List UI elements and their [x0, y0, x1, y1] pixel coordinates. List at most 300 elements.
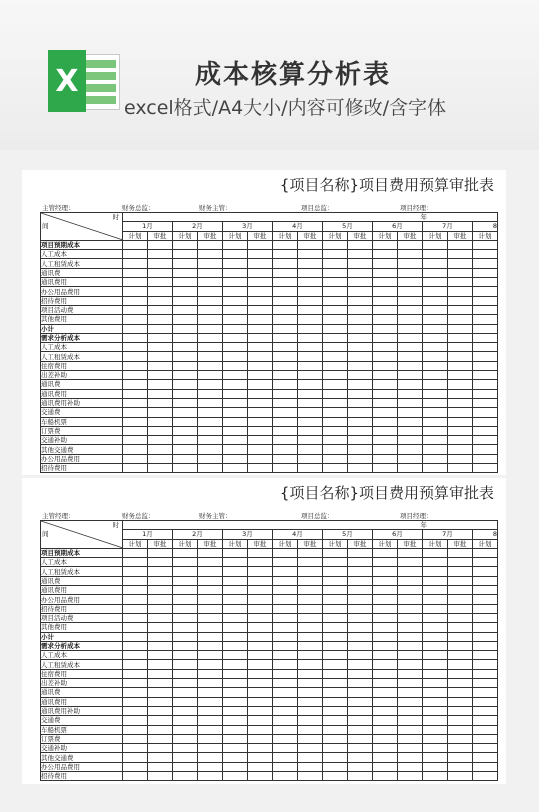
- table-cell[interactable]: [148, 352, 173, 361]
- table-cell[interactable]: [223, 343, 248, 352]
- table-cell[interactable]: [423, 586, 448, 595]
- table-cell[interactable]: [173, 417, 198, 426]
- table-cell[interactable]: [273, 333, 298, 342]
- table-cell[interactable]: [173, 660, 198, 669]
- table-cell[interactable]: [123, 558, 148, 567]
- table-cell[interactable]: [473, 464, 498, 473]
- table-cell[interactable]: [123, 417, 148, 426]
- table-cell[interactable]: [273, 753, 298, 762]
- table-cell[interactable]: [298, 706, 323, 715]
- table-cell[interactable]: [223, 361, 248, 370]
- table-cell[interactable]: [348, 623, 373, 632]
- table-cell[interactable]: [198, 445, 223, 454]
- table-cell[interactable]: [198, 576, 223, 585]
- table-cell[interactable]: [198, 333, 223, 342]
- table-cell[interactable]: [373, 371, 398, 380]
- table-cell[interactable]: [448, 389, 473, 398]
- table-cell[interactable]: [248, 567, 273, 576]
- table-cell[interactable]: [248, 660, 273, 669]
- table-cell[interactable]: [423, 641, 448, 650]
- table-cell[interactable]: [423, 333, 448, 342]
- table-cell[interactable]: [123, 576, 148, 585]
- table-cell[interactable]: [448, 398, 473, 407]
- table-cell[interactable]: [273, 454, 298, 463]
- table-cell[interactable]: [123, 315, 148, 324]
- table-cell[interactable]: [298, 753, 323, 762]
- table-cell[interactable]: [448, 408, 473, 417]
- table-cell[interactable]: [173, 706, 198, 715]
- table-cell[interactable]: [298, 651, 323, 660]
- table-cell[interactable]: [148, 333, 173, 342]
- table-cell[interactable]: [148, 445, 173, 454]
- table-cell[interactable]: [273, 278, 298, 287]
- table-cell[interactable]: [248, 604, 273, 613]
- table-cell[interactable]: [298, 371, 323, 380]
- table-cell[interactable]: [473, 762, 498, 771]
- table-cell[interactable]: [348, 305, 373, 314]
- table-cell[interactable]: [473, 688, 498, 697]
- table-cell[interactable]: [448, 371, 473, 380]
- table-cell[interactable]: [248, 371, 273, 380]
- table-cell[interactable]: [298, 641, 323, 650]
- table-cell[interactable]: [373, 240, 398, 249]
- table-cell[interactable]: [298, 315, 323, 324]
- table-cell[interactable]: [298, 586, 323, 595]
- table-cell[interactable]: [173, 315, 198, 324]
- table-cell[interactable]: [223, 296, 248, 305]
- table-cell[interactable]: [423, 762, 448, 771]
- table-cell[interactable]: [223, 259, 248, 268]
- table-cell[interactable]: [323, 772, 348, 781]
- table-cell[interactable]: [423, 716, 448, 725]
- table-cell[interactable]: [323, 576, 348, 585]
- table-cell[interactable]: [473, 240, 498, 249]
- table-cell[interactable]: [348, 716, 373, 725]
- table-cell[interactable]: [298, 558, 323, 567]
- table-cell[interactable]: [298, 305, 323, 314]
- table-cell[interactable]: [123, 706, 148, 715]
- table-cell[interactable]: [273, 641, 298, 650]
- table-cell[interactable]: [248, 454, 273, 463]
- table-cell[interactable]: [173, 623, 198, 632]
- table-cell[interactable]: [223, 576, 248, 585]
- table-cell[interactable]: [173, 445, 198, 454]
- table-cell[interactable]: [323, 333, 348, 342]
- table-cell[interactable]: [148, 464, 173, 473]
- table-cell[interactable]: [123, 753, 148, 762]
- table-cell[interactable]: [348, 445, 373, 454]
- table-cell[interactable]: [448, 697, 473, 706]
- table-cell[interactable]: [348, 287, 373, 296]
- table-cell[interactable]: [373, 417, 398, 426]
- table-cell[interactable]: [348, 688, 373, 697]
- table-cell[interactable]: [298, 380, 323, 389]
- table-cell[interactable]: [398, 250, 423, 259]
- table-cell[interactable]: [373, 613, 398, 622]
- table-cell[interactable]: [198, 436, 223, 445]
- table-cell[interactable]: [473, 632, 498, 641]
- table-cell[interactable]: [448, 417, 473, 426]
- table-cell[interactable]: [323, 305, 348, 314]
- table-cell[interactable]: [323, 706, 348, 715]
- table-cell[interactable]: [148, 324, 173, 333]
- table-cell[interactable]: [248, 361, 273, 370]
- table-cell[interactable]: [423, 753, 448, 762]
- table-cell[interactable]: [248, 278, 273, 287]
- table-cell[interactable]: [248, 744, 273, 753]
- table-cell[interactable]: [248, 445, 273, 454]
- table-cell[interactable]: [223, 548, 248, 557]
- table-cell[interactable]: [248, 398, 273, 407]
- table-cell[interactable]: [248, 250, 273, 259]
- table-cell[interactable]: [348, 772, 373, 781]
- table-cell[interactable]: [173, 343, 198, 352]
- table-cell[interactable]: [173, 287, 198, 296]
- table-cell[interactable]: [273, 604, 298, 613]
- table-cell[interactable]: [373, 697, 398, 706]
- table-cell[interactable]: [323, 417, 348, 426]
- table-cell[interactable]: [298, 324, 323, 333]
- table-cell[interactable]: [273, 352, 298, 361]
- table-cell[interactable]: [473, 576, 498, 585]
- table-cell[interactable]: [473, 604, 498, 613]
- table-cell[interactable]: [423, 305, 448, 314]
- table-cell[interactable]: [398, 278, 423, 287]
- table-cell[interactable]: [148, 250, 173, 259]
- table-cell[interactable]: [298, 398, 323, 407]
- table-cell[interactable]: [373, 268, 398, 277]
- table-cell[interactable]: [198, 417, 223, 426]
- table-cell[interactable]: [123, 296, 148, 305]
- table-cell[interactable]: [223, 632, 248, 641]
- table-cell[interactable]: [348, 380, 373, 389]
- table-cell[interactable]: [348, 548, 373, 557]
- table-cell[interactable]: [273, 343, 298, 352]
- table-cell[interactable]: [123, 669, 148, 678]
- table-cell[interactable]: [348, 389, 373, 398]
- table-cell[interactable]: [373, 408, 398, 417]
- table-cell[interactable]: [423, 361, 448, 370]
- table-cell[interactable]: [398, 548, 423, 557]
- table-cell[interactable]: [423, 315, 448, 324]
- table-cell[interactable]: [298, 296, 323, 305]
- table-cell[interactable]: [173, 305, 198, 314]
- table-cell[interactable]: [373, 772, 398, 781]
- table-cell[interactable]: [398, 361, 423, 370]
- table-cell[interactable]: [198, 558, 223, 567]
- table-cell[interactable]: [148, 604, 173, 613]
- table-cell[interactable]: [123, 660, 148, 669]
- table-cell[interactable]: [123, 361, 148, 370]
- table-cell[interactable]: [423, 436, 448, 445]
- table-cell[interactable]: [123, 371, 148, 380]
- table-cell[interactable]: [148, 744, 173, 753]
- table-cell[interactable]: [423, 380, 448, 389]
- table-cell[interactable]: [248, 613, 273, 622]
- table-cell[interactable]: [223, 333, 248, 342]
- table-cell[interactable]: [373, 464, 398, 473]
- table-cell[interactable]: [173, 734, 198, 743]
- table-cell[interactable]: [323, 371, 348, 380]
- table-cell[interactable]: [473, 408, 498, 417]
- table-cell[interactable]: [423, 558, 448, 567]
- table-cell[interactable]: [173, 371, 198, 380]
- table-cell[interactable]: [348, 595, 373, 604]
- table-cell[interactable]: [148, 576, 173, 585]
- table-cell[interactable]: [198, 548, 223, 557]
- table-cell[interactable]: [473, 324, 498, 333]
- table-cell[interactable]: [448, 688, 473, 697]
- table-cell[interactable]: [348, 632, 373, 641]
- table-cell[interactable]: [423, 389, 448, 398]
- table-cell[interactable]: [148, 305, 173, 314]
- table-cell[interactable]: [473, 296, 498, 305]
- table-cell[interactable]: [273, 398, 298, 407]
- table-cell[interactable]: [223, 278, 248, 287]
- table-cell[interactable]: [323, 632, 348, 641]
- table-cell[interactable]: [423, 548, 448, 557]
- table-cell[interactable]: [123, 548, 148, 557]
- table-cell[interactable]: [423, 595, 448, 604]
- table-cell[interactable]: [323, 315, 348, 324]
- table-cell[interactable]: [448, 744, 473, 753]
- table-cell[interactable]: [298, 669, 323, 678]
- table-cell[interactable]: [348, 558, 373, 567]
- table-cell[interactable]: [123, 352, 148, 361]
- table-cell[interactable]: [423, 567, 448, 576]
- table-cell[interactable]: [123, 464, 148, 473]
- table-cell[interactable]: [148, 398, 173, 407]
- table-cell[interactable]: [148, 688, 173, 697]
- table-cell[interactable]: [373, 287, 398, 296]
- table-cell[interactable]: [298, 744, 323, 753]
- table-cell[interactable]: [198, 613, 223, 622]
- table-cell[interactable]: [248, 240, 273, 249]
- table-cell[interactable]: [248, 753, 273, 762]
- table-cell[interactable]: [223, 595, 248, 604]
- table-cell[interactable]: [423, 697, 448, 706]
- table-cell[interactable]: [173, 398, 198, 407]
- table-cell[interactable]: [273, 595, 298, 604]
- table-cell[interactable]: [448, 445, 473, 454]
- table-cell[interactable]: [298, 436, 323, 445]
- table-cell[interactable]: [398, 343, 423, 352]
- table-cell[interactable]: [373, 706, 398, 715]
- table-cell[interactable]: [373, 576, 398, 585]
- table-cell[interactable]: [173, 744, 198, 753]
- table-cell[interactable]: [173, 697, 198, 706]
- table-cell[interactable]: [398, 324, 423, 333]
- table-cell[interactable]: [298, 604, 323, 613]
- table-cell[interactable]: [323, 651, 348, 660]
- table-cell[interactable]: [473, 417, 498, 426]
- table-cell[interactable]: [248, 548, 273, 557]
- table-cell[interactable]: [348, 324, 373, 333]
- table-cell[interactable]: [373, 558, 398, 567]
- table-cell[interactable]: [298, 250, 323, 259]
- table-cell[interactable]: [298, 445, 323, 454]
- table-cell[interactable]: [173, 426, 198, 435]
- table-cell[interactable]: [248, 558, 273, 567]
- table-cell[interactable]: [423, 623, 448, 632]
- table-cell[interactable]: [448, 548, 473, 557]
- table-cell[interactable]: [173, 772, 198, 781]
- table-cell[interactable]: [223, 454, 248, 463]
- table-cell[interactable]: [148, 706, 173, 715]
- table-cell[interactable]: [373, 305, 398, 314]
- table-cell[interactable]: [373, 744, 398, 753]
- table-cell[interactable]: [373, 426, 398, 435]
- table-cell[interactable]: [398, 762, 423, 771]
- table-cell[interactable]: [148, 361, 173, 370]
- table-cell[interactable]: [448, 753, 473, 762]
- table-cell[interactable]: [223, 268, 248, 277]
- table-cell[interactable]: [223, 641, 248, 650]
- table-cell[interactable]: [348, 250, 373, 259]
- table-cell[interactable]: [223, 417, 248, 426]
- table-cell[interactable]: [448, 595, 473, 604]
- table-cell[interactable]: [423, 445, 448, 454]
- table-cell[interactable]: [423, 706, 448, 715]
- table-cell[interactable]: [473, 361, 498, 370]
- table-cell[interactable]: [423, 604, 448, 613]
- table-cell[interactable]: [198, 380, 223, 389]
- table-cell[interactable]: [323, 389, 348, 398]
- table-cell[interactable]: [123, 688, 148, 697]
- table-cell[interactable]: [423, 259, 448, 268]
- table-cell[interactable]: [348, 613, 373, 622]
- table-cell[interactable]: [198, 753, 223, 762]
- table-cell[interactable]: [373, 567, 398, 576]
- table-cell[interactable]: [348, 706, 373, 715]
- table-cell[interactable]: [273, 744, 298, 753]
- table-cell[interactable]: [348, 278, 373, 287]
- table-cell[interactable]: [423, 734, 448, 743]
- table-cell[interactable]: [148, 315, 173, 324]
- table-cell[interactable]: [173, 380, 198, 389]
- table-cell[interactable]: [448, 464, 473, 473]
- table-cell[interactable]: [248, 688, 273, 697]
- table-cell[interactable]: [148, 595, 173, 604]
- table-cell[interactable]: [398, 688, 423, 697]
- table-cell[interactable]: [273, 558, 298, 567]
- table-cell[interactable]: [423, 268, 448, 277]
- table-cell[interactable]: [298, 772, 323, 781]
- table-cell[interactable]: [448, 296, 473, 305]
- table-cell[interactable]: [198, 324, 223, 333]
- table-cell[interactable]: [248, 408, 273, 417]
- table-cell[interactable]: [298, 352, 323, 361]
- table-cell[interactable]: [298, 679, 323, 688]
- table-cell[interactable]: [123, 250, 148, 259]
- table-cell[interactable]: [273, 688, 298, 697]
- table-cell[interactable]: [273, 576, 298, 585]
- table-cell[interactable]: [298, 408, 323, 417]
- table-cell[interactable]: [373, 688, 398, 697]
- table-cell[interactable]: [198, 352, 223, 361]
- table-cell[interactable]: [123, 641, 148, 650]
- table-cell[interactable]: [323, 324, 348, 333]
- table-cell[interactable]: [398, 259, 423, 268]
- table-cell[interactable]: [198, 389, 223, 398]
- table-cell[interactable]: [448, 558, 473, 567]
- table-cell[interactable]: [148, 651, 173, 660]
- table-cell[interactable]: [373, 398, 398, 407]
- table-cell[interactable]: [273, 408, 298, 417]
- table-cell[interactable]: [198, 623, 223, 632]
- table-cell[interactable]: [273, 445, 298, 454]
- table-cell[interactable]: [173, 352, 198, 361]
- table-cell[interactable]: [348, 725, 373, 734]
- table-cell[interactable]: [448, 632, 473, 641]
- table-cell[interactable]: [423, 287, 448, 296]
- table-cell[interactable]: [348, 734, 373, 743]
- table-cell[interactable]: [348, 641, 373, 650]
- table-cell[interactable]: [448, 426, 473, 435]
- table-cell[interactable]: [448, 380, 473, 389]
- table-cell[interactable]: [323, 287, 348, 296]
- table-cell[interactable]: [173, 389, 198, 398]
- table-cell[interactable]: [248, 426, 273, 435]
- table-cell[interactable]: [373, 725, 398, 734]
- table-cell[interactable]: [373, 679, 398, 688]
- table-cell[interactable]: [148, 343, 173, 352]
- table-cell[interactable]: [223, 464, 248, 473]
- table-cell[interactable]: [173, 641, 198, 650]
- table-cell[interactable]: [248, 762, 273, 771]
- table-cell[interactable]: [423, 454, 448, 463]
- table-cell[interactable]: [398, 464, 423, 473]
- table-cell[interactable]: [473, 454, 498, 463]
- table-cell[interactable]: [273, 660, 298, 669]
- table-cell[interactable]: [423, 651, 448, 660]
- table-cell[interactable]: [323, 548, 348, 557]
- table-cell[interactable]: [448, 772, 473, 781]
- table-cell[interactable]: [398, 641, 423, 650]
- table-cell[interactable]: [223, 324, 248, 333]
- table-cell[interactable]: [173, 454, 198, 463]
- table-cell[interactable]: [323, 567, 348, 576]
- table-cell[interactable]: [298, 688, 323, 697]
- table-cell[interactable]: [273, 548, 298, 557]
- table-cell[interactable]: [323, 604, 348, 613]
- table-cell[interactable]: [123, 623, 148, 632]
- table-cell[interactable]: [273, 240, 298, 249]
- table-cell[interactable]: [423, 688, 448, 697]
- table-cell[interactable]: [473, 315, 498, 324]
- table-cell[interactable]: [173, 436, 198, 445]
- table-cell[interactable]: [198, 343, 223, 352]
- table-cell[interactable]: [473, 548, 498, 557]
- table-cell[interactable]: [423, 669, 448, 678]
- table-cell[interactable]: [273, 259, 298, 268]
- table-cell[interactable]: [348, 426, 373, 435]
- table-cell[interactable]: [148, 426, 173, 435]
- table-cell[interactable]: [448, 660, 473, 669]
- table-cell[interactable]: [373, 296, 398, 305]
- table-cell[interactable]: [248, 669, 273, 678]
- table-cell[interactable]: [473, 679, 498, 688]
- table-cell[interactable]: [223, 389, 248, 398]
- table-cell[interactable]: [348, 567, 373, 576]
- table-cell[interactable]: [348, 240, 373, 249]
- table-cell[interactable]: [198, 371, 223, 380]
- table-cell[interactable]: [373, 595, 398, 604]
- table-cell[interactable]: [173, 324, 198, 333]
- table-cell[interactable]: [373, 380, 398, 389]
- table-cell[interactable]: [223, 679, 248, 688]
- table-cell[interactable]: [348, 454, 373, 463]
